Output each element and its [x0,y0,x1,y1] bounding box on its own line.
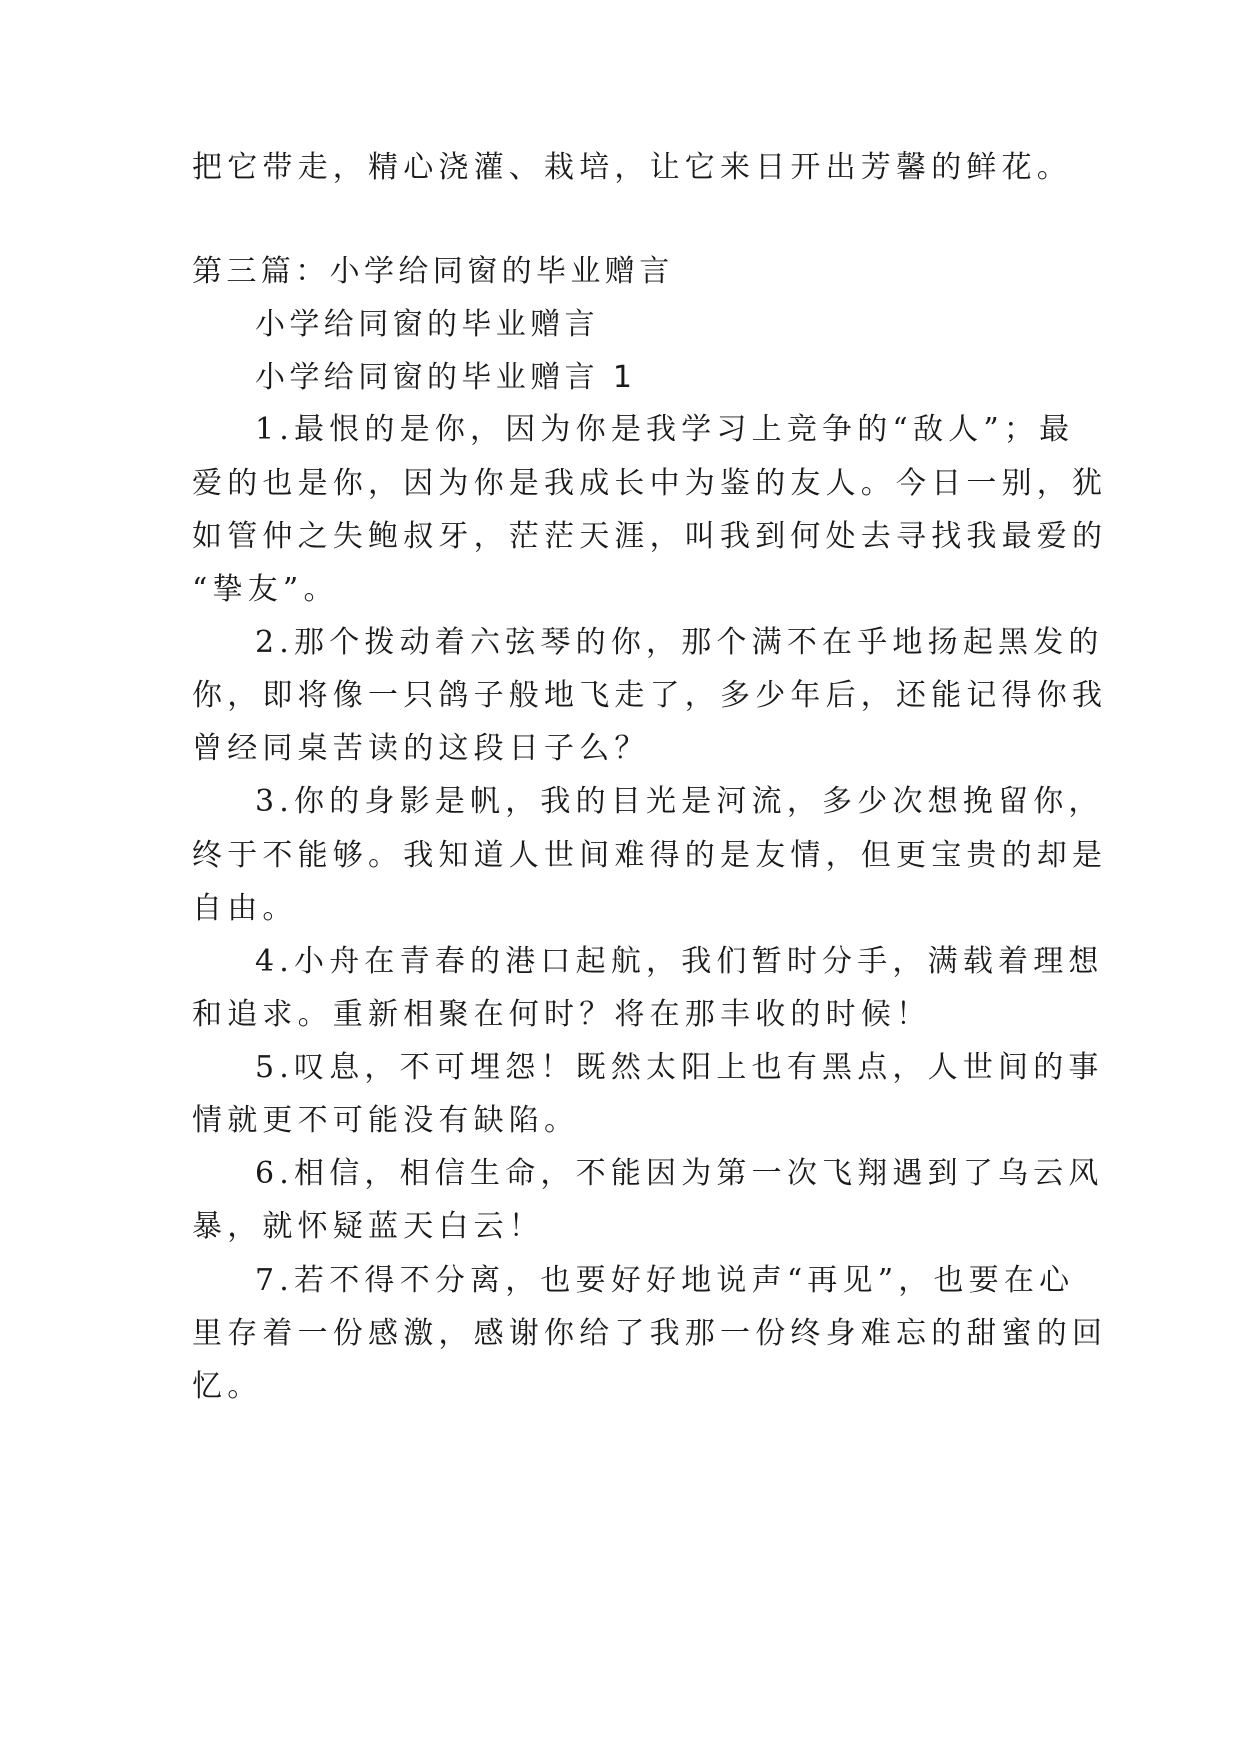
paragraph-4-line-1: 4.小舟在青春的港口起航，我们暂时分手，满载着理想 [255,944,1104,979]
paragraph-6-line-2: 暴，就怀疑蓝天白云！ [192,1209,544,1244]
article-title: 小学给同窗的毕业赠言 [255,307,599,342]
paragraph-1-line-3: 如管仲之失鲍叔牙，茫茫天涯，叫我到何处去寻找我最爱的 [192,519,1108,554]
paragraph-2-line-2: 你，即将像一只鸽子般地飞走了，多少年后，还能记得你我 [192,678,1108,713]
paragraph-1-line-4: “挚友”。 [192,572,339,607]
paragraph-3-line-1: 3.你的身影是帆，我的目光是河流，多少次想挽留你， [255,784,1104,819]
paragraph-2-line-3: 曾经同桌苦读的这段日子么？ [192,731,650,766]
paragraph-3-line-2: 终于不能够。我知道人世间难得的是友情，但更宝贵的却是 [192,838,1108,873]
paragraph-1-line-2: 爱的也是你，因为你是我成长中为鉴的友人。今日一别，犹 [192,466,1108,501]
paragraph-7-line-3: 忆。 [192,1369,263,1404]
paragraph-5-line-2: 情就更不可能没有缺陷。 [192,1103,580,1138]
article-subtitle: 小学给同窗的毕业赠言 1 [255,360,637,395]
paragraph-1-line-1: 1.最恨的是你，因为你是我学习上竞争的“敌人”；最 [255,412,1075,447]
paragraph-6-line-1: 6.相信，相信生命，不能因为第一次飞翔遇到了乌云风 [255,1156,1104,1191]
paragraph-4-line-2: 和追求。重新相聚在何时？将在那丰收的时候！ [192,997,932,1032]
paragraph-3-line-3: 自由。 [192,891,298,926]
paragraph-7-line-1: 7.若不得不分离，也要好好地说声“再见”，也要在心 [255,1263,1075,1298]
paragraph-7-line-2: 里存着一份感激，感谢你给了我那一份终身难忘的甜蜜的回 [192,1316,1108,1351]
paragraph-2-line-1: 2.那个拨动着六弦琴的你，那个满不在乎地扬起黑发的 [255,625,1104,660]
paragraph-5-line-1: 5.叹息，不可埋怨！既然太阳上也有黑点，人世间的事 [255,1050,1104,1085]
section-heading: 第三篇：小学给同窗的毕业赠言 [192,254,674,289]
previous-section-tail: 把它带走，精心浇灌、栽培，让它来日开出芳馨的鲜花。 [192,150,1072,185]
